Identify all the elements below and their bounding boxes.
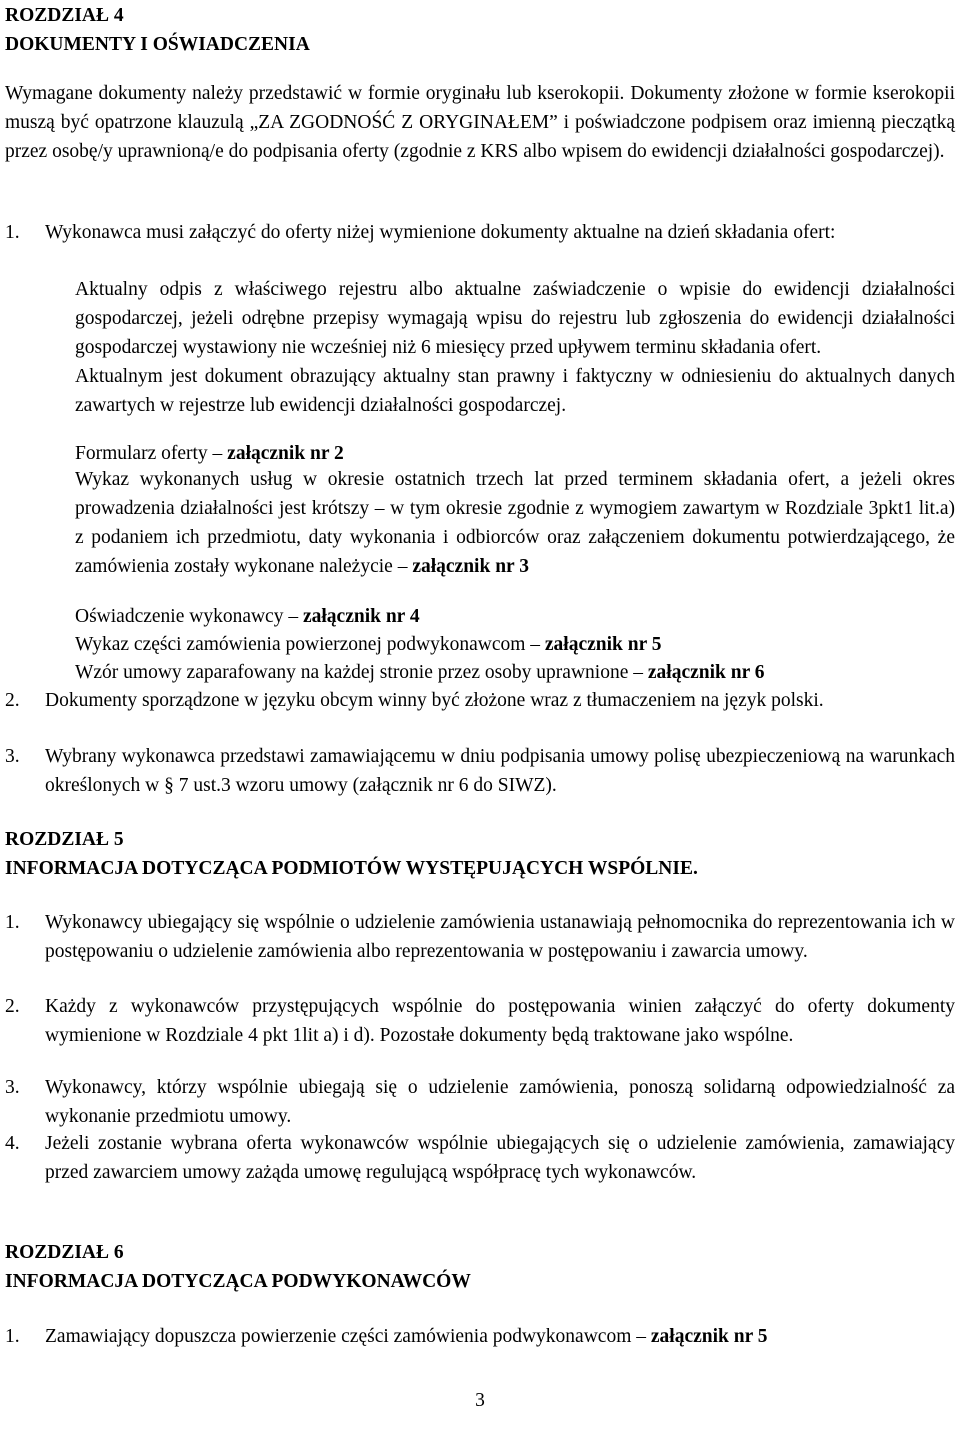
item-text: Wzór umowy zaparafowany na każdej stronie przez osoby uprawnione –: [75, 662, 648, 683]
item-text: Wybrany wykonawca przedstawi zamawiającemu w dniu podpisania umowy polisę ubezpieczeniową na warunkach określonych w § 7 ust.3 wzoru umowy (załącznik nr 6 do SIWZ).: [45, 746, 955, 796]
item-text: Wykonawca musi załączyć do oferty niżej wymienione dokumenty aktualne na dzień składania ofert:: [45, 222, 836, 243]
attachment-ref: załącznik nr 5: [650, 1326, 768, 1347]
chapter-4-item-1: [5, 218, 955, 247]
item-text: Formularz oferty –: [75, 443, 228, 464]
item-note: Aktualnym jest dokument obrazujący aktualny stan prawny i faktyczny w odniesieniu do aktualnych danych zawartych w rejestrze lub ewidencji działalności gospodarczej.: [75, 366, 955, 416]
chapter-6-subtitle: INFORMACJA DOTYCZĄCA PODWYKONAWCÓW: [5, 1271, 471, 1292]
item-text: Aktualny odpis z właściwego rejestru albo aktualne zaświadczenie o wpisie do ewidencji działalności gospodarczej, jeżeli odrębne przepisy wymagają wpisu do rejestru lub zgłoszenia do ewidencji działalności gospodarczej wystawiony nie wcześniej niż 6 miesięcy przed upływem terminu składania ofert.: [75, 279, 955, 358]
attachment-ref: załącznik nr 5: [544, 634, 662, 655]
chapter-5: [5, 825, 955, 883]
item-number: 3.: [5, 746, 20, 767]
chapter-4-item-f: [5, 658, 955, 687]
page-number: 3: [475, 1390, 485, 1411]
attachment-ref: załącznik nr 3: [412, 556, 529, 577]
chapter-4-title: ROZDZIAŁ 4: [5, 5, 124, 26]
chapter-4-intro: Wymagane dokumenty należy przedstawić w formie oryginału lub kserokopii. Dokumenty złożone w formie kserokopii muszą być opatrzone klauzulą „ZA ZGODNOŚĆ Z ORYGINAŁEM” i poświadczone podpisem oraz imienną pieczątką przez osobę/y uprawnioną/e do podpisania oferty (zgodnie z KRS albo wpisem do ewidencji działalności gospodarczej).: [5, 83, 955, 162]
chapter-5-item-3: [5, 1073, 955, 1131]
attachment-ref: załącznik nr 4: [302, 606, 420, 627]
item-text: Jeżeli zostanie wybrana oferta wykonawców wspólnie ubiegających się o udzielenie zamówienia, zamawiający przed zawarciem umowy zażąda umowę regulującą współpracę tych wykonawców.: [45, 1133, 955, 1183]
item-number: 1.: [5, 1326, 20, 1347]
item-text: Każdy z wykonawców przystępujących wspólnie do postępowania winien załączyć do oferty dokumenty wymienione w Rozdziale 4 pkt 1lit a) i d). Pozostałe dokumenty będą traktowane jako wspólne.: [45, 996, 955, 1046]
chapter-4-item-b: [5, 439, 955, 468]
chapter-4-item-e: [5, 630, 955, 659]
chapter-4-item-2: [5, 686, 955, 715]
item-text: Wykaz wykonanych usług w okresie ostatnich trzech lat przed terminem składania ofert, a jeżeli okres prowadzenia działalności jest krótszy – w tym okresie zgodnie z wymogiem zawartym w Rozdziale 3pkt1 lit.a) z podaniem ich przedmiotu, daty wykonania i odbiorców oraz załączeniem dokumentu potwierdzającego, że zamówienia zostały wykonane należycie –: [75, 469, 955, 577]
item-number: 2.: [5, 690, 20, 711]
item-text: Wykaz części zamówienia powierzonej podwykonawcom –: [75, 634, 545, 655]
chapter-5-item-4: [5, 1129, 955, 1187]
chapter-5-subtitle: INFORMACJA DOTYCZĄCA PODMIOTÓW WYSTĘPUJĄCYCH WSPÓLNIE.: [5, 858, 698, 879]
attachment-ref: załącznik nr 6: [647, 662, 765, 683]
chapter-6-title: ROZDZIAŁ 6: [5, 1242, 124, 1263]
item-text: Dokumenty sporządzone w języku obcym winny być złożone wraz z tłumaczeniem na język polski.: [45, 690, 824, 711]
item-number: 3.: [5, 1077, 20, 1098]
chapter-4-item-c: [5, 465, 955, 581]
item-number: 1.: [5, 222, 20, 243]
chapter-4-subtitle: DOKUMENTY I OŚWIADCZENIA: [5, 34, 310, 55]
item-text: Zamawiający dopuszcza powierzenie części zamówienia podwykonawcom –: [45, 1326, 651, 1347]
item-text: Wykonawcy ubiegający się wspólnie o udzielenie zamówienia ustanawiają pełnomocnika do reprezentowania ich w postępowaniu o udzielenie zamówienia albo reprezentowania w postępowaniu i zawarcia umowy.: [45, 912, 955, 962]
item-number: 2.: [5, 996, 20, 1017]
chapter-4-item-a: [5, 275, 955, 420]
chapter-6-item-1: [5, 1322, 955, 1351]
chapter-4-item-d: [5, 602, 955, 631]
item-number: 4.: [5, 1133, 20, 1154]
chapter-4-item-3: [5, 742, 955, 800]
item-text: Wykonawcy, którzy wspólnie ubiegają się o udzielenie zamówienia, ponoszą solidarną odpowiedzialność za wykonanie przedmiotu umowy.: [45, 1077, 955, 1127]
chapter-6: [5, 1238, 955, 1296]
chapter-5-title: ROZDZIAŁ 5: [5, 829, 124, 850]
item-text: Oświadczenie wykonawcy –: [75, 606, 303, 627]
attachment-ref: załącznik nr 2: [227, 443, 344, 464]
chapter-4: [5, 1, 955, 59]
chapter-5-item-2: [5, 992, 955, 1050]
item-number: 1.: [5, 912, 20, 933]
chapter-5-item-1: [5, 908, 955, 966]
